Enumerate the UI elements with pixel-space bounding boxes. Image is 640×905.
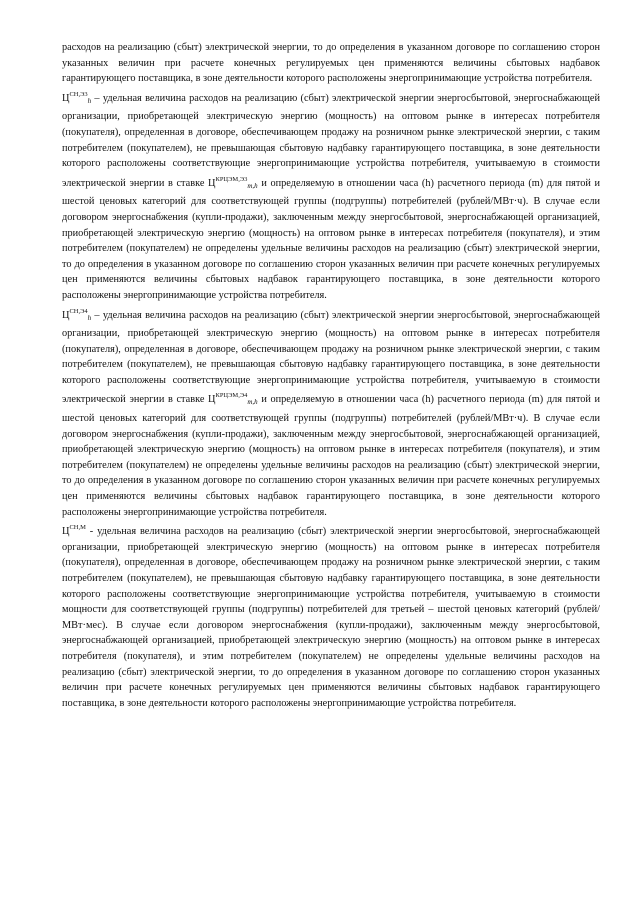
symbol-superscript: СН,М [69, 524, 86, 532]
symbol-letter: Ц [208, 394, 216, 406]
formula-symbol [62, 90, 92, 105]
symbol-superscript: СН,Э4 [69, 307, 88, 315]
paragraph-text-continued: и определяемую в отношении часа (h) расчетного периода (m) для пятой и шестой ценовых категорий для соответствующей группы (подгруппы) потребителей (рублей/МВт·ч). В случае если договором энергоснабжения (купли-продажи), заключенным между энергосбытовой, энергоснабжающей организацией, приобретающей электрическую энергию (мощность) на оптовом рынке в интересах потребителя (покупателя), и этим потребителем (покупателем) не определены удельные величины расходов на реализацию (сбыт) электрической энергии, то до определения в указанном договоре по соглашению сторон указанных величин при расчете конечных регулируемых цен применяются величины сбытовых надбавок гарантирующего поставщика, в зоне деятельности которого расположены энергопринимающие устройства потребителя. [62, 394, 600, 518]
paragraph-text: расходов на реализацию (сбыт) электрической энергии, то до определения в указанном договоре по соглашению сторон указанных величин при расчете конечных регулируемых цен применяются величины сбытовых надбавок гарантирующего поставщика, в зоне деятельности которого расположены энергопринимающие устройства потребителя. [62, 42, 600, 85]
symbol-letter: Ц [62, 526, 70, 538]
paragraph-text: – удельная величина расходов на реализацию (сбыт) электрической энергии энергосбытовой, энергоснабжающей организации, приобретающей электрическую энергию (мощность) на оптовом рынке в интересах потребителя (покупателя), определенная в договоре, обеспечивающем продажу на розничном рынке электрической энергии, с таким потребителем (покупателем), не превышающая сбытовую надбавку гарантирующего поставщика, в зоне деятельности которого расположены соответствующие энергопринимающие устройства потребителя, учитываемую в стоимости электрической энергии в ставке [62, 309, 600, 406]
symbol-superscript: КРЦЭМ,Э3 [215, 175, 248, 183]
document-page [62, 40, 600, 711]
symbol-subscript: h [87, 96, 92, 105]
symbol-superscript: КРЦЭМ,Э4 [215, 392, 248, 400]
symbol-subscript: h [87, 313, 92, 322]
symbol-subscript: m,h [247, 181, 258, 190]
paragraph-continuation [62, 40, 600, 87]
paragraph-definition-m [62, 520, 600, 711]
symbol-letter: Ц [208, 177, 216, 189]
paragraph-definition-e3 [62, 87, 600, 304]
formula-symbol [62, 307, 92, 322]
formula-symbol [62, 526, 86, 537]
symbol-subscript: m,h [247, 398, 258, 407]
paragraph-text-continued: и определяемую в отношении часа (h) расчетного периода (m) для пятой и шестой ценовых категорий для соответствующей группы (подгруппы) потребителей (рублей/МВт·ч). В случае если договором энергоснабжения (купли-продажи), заключенным между энергосбытовой, энергоснабжающей организацией, приобретающей электрическую энергию (мощность) на оптовом рынке в интересах потребителя (покупателя), и этим потребителем (покупателем) не определены удельные величины расходов на реализацию (сбыт) электрической энергии, то до определения в указанном договоре по соглашению сторон указанных величин при расчете конечных регулируемых цен применяются величины сбытовых надбавок гарантирующего поставщика, в зоне деятельности которого расположены энергопринимающие устройства потребителя. [62, 177, 600, 301]
paragraph-text: - удельная величина расходов на реализацию (сбыт) электрической энергии энергосбытовой, энергоснабжающей организации, приобретающей электрическую энергию (мощность) на оптовом рынке в интересах потребителя (покупателя), определенная в договоре, обеспечивающем продажу на розничном рынке электрической энергии, с таким потребителем (покупателем), не превышающая сбытовую надбавку гарантирующего поставщика, в зоне деятельности которого расположены соответствующие энергопринимающие устройства потребителя, учитываемую в стоимости мощности для соответствующей группы (подгруппы) потребителей для третьей – шестой ценовых категорий (рублей/МВт·мес). В случае если договором энергоснабжения (купли-продажи), заключенным между энергосбытовой, энергоснабжающей организацией, приобретающей электрическую энергию (мощность) на оптовом рынке в интересах потребителя (покупателя), и этим потребителем (покупателем) не определены удельные величины расходов на реализацию (сбыт) электрической энергии, то до определения в указанном договоре по соглашению сторон указанных величин при расчете конечных регулируемых цен применяются величины сбытовых надбавок гарантирующего поставщика, в зоне деятельности которого расположены энергопринимающие устройства потребителя. [62, 526, 600, 709]
symbol-letter: Ц [62, 309, 70, 321]
paragraph-definition-e4 [62, 304, 600, 521]
inline-formula-symbol [208, 175, 258, 190]
paragraph-text: – удельная величина расходов на реализацию (сбыт) электрической энергии энергосбытовой, энергоснабжающей организации, приобретающей электрическую энергию (мощность) на оптовом рынке в интересах потребителя (покупателя), определенная в договоре, обеспечивающем продажу на розничном рынке электрической энергии, с таким потребителем (покупателем), не превышающая сбытовую надбавку гарантирующего поставщика, в зоне деятельности которого расположены соответствующие энергопринимающие устройства потребителя, учитываемую в стоимости электрической энергии в ставке [62, 92, 600, 189]
symbol-superscript: СН,Э3 [69, 90, 88, 98]
symbol-letter: Ц [62, 92, 70, 104]
inline-formula-symbol [208, 394, 258, 405]
